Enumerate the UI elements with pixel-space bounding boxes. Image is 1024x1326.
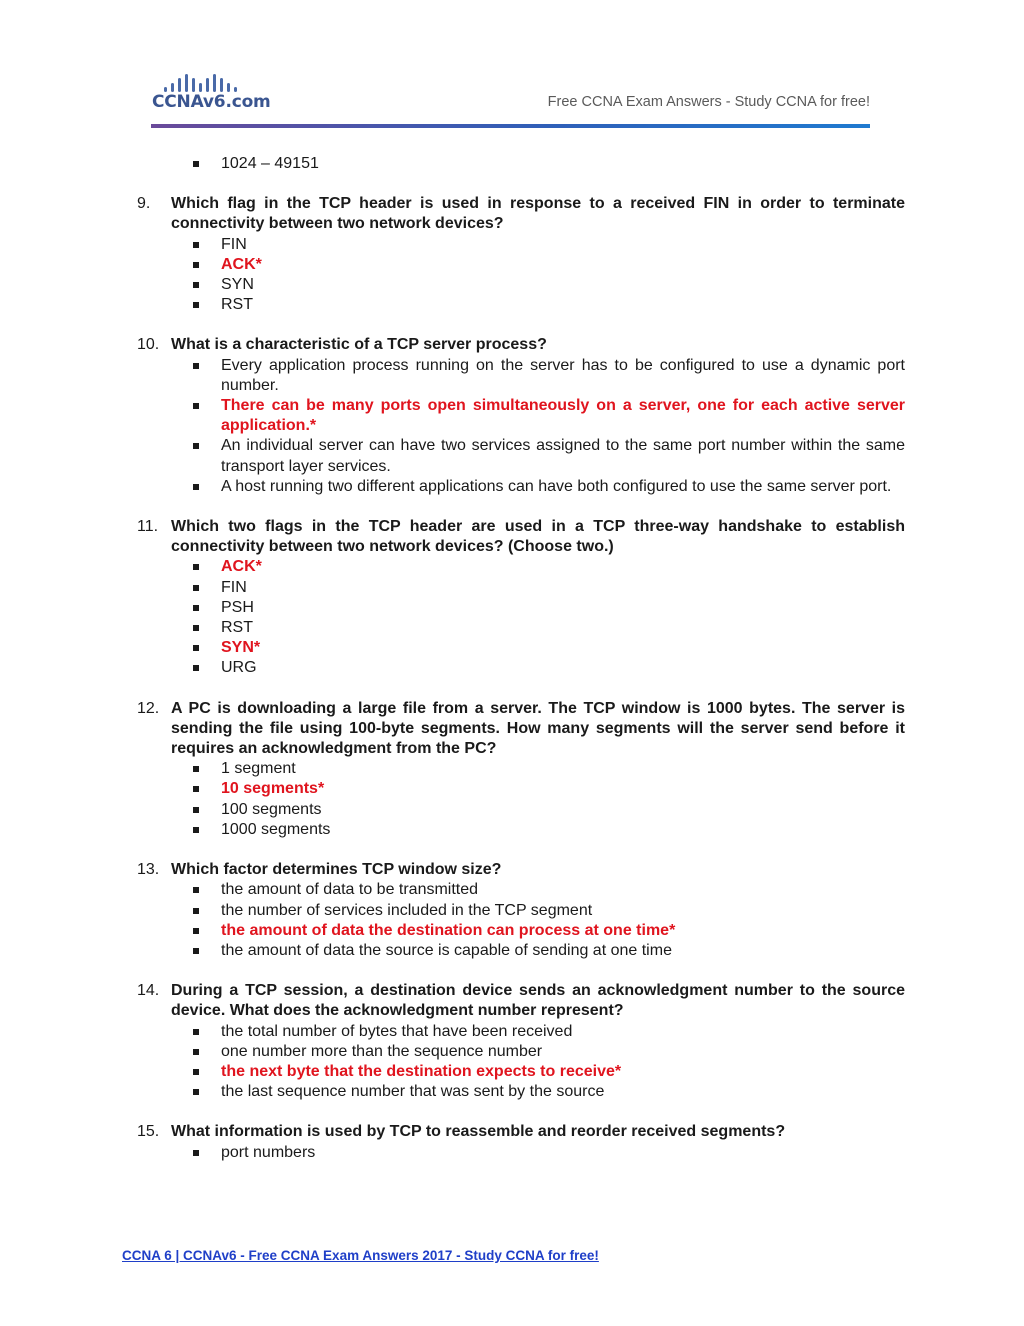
answer-text: FIN: [221, 578, 247, 596]
answer-text: the next byte that the destination expects to receive*: [221, 1062, 622, 1080]
answer-option: [137, 800, 905, 820]
square-bullet-icon: [193, 585, 199, 591]
answer-text: 100 segments: [221, 800, 322, 818]
square-bullet-icon: [193, 625, 199, 631]
answer-text: SYN*: [221, 639, 261, 657]
question-stem: [137, 194, 905, 234]
page-content: [137, 154, 905, 1163]
answer-text: An individual server can have two services assigned to the same port number within the same transport layer services.: [221, 437, 905, 475]
answer-option: [137, 356, 905, 396]
answer-list: [137, 557, 905, 678]
answer-list: [137, 1143, 905, 1163]
question-block: [137, 699, 905, 840]
square-bullet-icon: [193, 887, 199, 893]
answer-text: 10 segments*: [221, 780, 325, 798]
header-divider: [151, 124, 870, 128]
question-block: [137, 335, 905, 497]
square-bullet-icon: [193, 948, 199, 954]
answer-option: [137, 880, 905, 900]
question-text: During a TCP session, a destination device sends an acknowledgment number to the source device. What does the acknowledgment number represent?: [171, 982, 905, 1020]
answer-list: [137, 759, 905, 840]
answer-text: Every application process running on the server has to be configured to use a dynamic port number.: [221, 356, 905, 394]
question-number: 15.: [137, 1123, 160, 1141]
answer-list: [137, 1022, 905, 1103]
answer-option: [137, 275, 905, 295]
question-number: 10.: [137, 336, 160, 354]
answer-text: There can be many ports open simultaneously on a server, one for each active server application.*: [221, 397, 905, 435]
question-text: A PC is downloading a large file from a server. The TCP window is 1000 bytes. The server is sending the file using 100-byte segments. How many segments will the server send before it requires an acknowledgment from the PC?: [171, 699, 905, 758]
square-bullet-icon: [193, 786, 199, 792]
square-bullet-icon: [193, 605, 199, 611]
square-bullet-icon: [193, 1150, 199, 1156]
answer-option: [137, 436, 905, 476]
square-bullet-icon: [193, 807, 199, 813]
answer-option-correct: [137, 779, 905, 799]
question-text: Which factor determines TCP window size?: [171, 861, 502, 879]
question-number: 9.: [137, 195, 151, 213]
answer-text: SYN: [221, 276, 254, 294]
answer-option: [137, 154, 905, 174]
answer-text: 1000 segments: [221, 820, 331, 838]
answer-text: port numbers: [221, 1143, 316, 1161]
answer-option: [137, 759, 905, 779]
answer-option: [137, 901, 905, 921]
square-bullet-icon: [193, 403, 199, 409]
header-tagline: Free CCNA Exam Answers - Study CCNA for free!: [547, 94, 870, 110]
answer-list: [137, 356, 905, 497]
square-bullet-icon: [193, 766, 199, 772]
question-text: What is a characteristic of a TCP server process?: [171, 336, 547, 354]
continuation-answer-list: [137, 154, 905, 174]
square-bullet-icon: [193, 564, 199, 570]
square-bullet-icon: [193, 645, 199, 651]
question-stem: [137, 981, 905, 1021]
question-stem: [137, 860, 905, 880]
square-bullet-icon: [193, 827, 199, 833]
answer-option-correct: [137, 921, 905, 941]
answer-text: the amount of data the source is capable of sending at one time: [221, 941, 672, 959]
answer-text: A host running two different applications can have both configured to use the same server port.: [221, 477, 892, 495]
answer-text: the last sequence number that was sent by the source: [221, 1083, 605, 1101]
answer-option-correct: [137, 638, 905, 658]
square-bullet-icon: [193, 484, 199, 490]
answer-option-correct: [137, 1062, 905, 1082]
question-text: Which two flags in the TCP header are used in a TCP three-way handshake to establish connectivity between two network devices? (Choose two.): [171, 518, 905, 556]
answer-text: the amount of data to be transmitted: [221, 881, 479, 899]
answer-option: [137, 578, 905, 598]
square-bullet-icon: [193, 161, 199, 167]
question-text: Which flag in the TCP header is used in response to a received FIN in order to terminate connectivity between two network devices?: [171, 195, 905, 233]
question-block: [137, 194, 905, 315]
answer-option: [137, 1082, 905, 1102]
answer-option: [137, 1022, 905, 1042]
answer-list: [137, 235, 905, 316]
square-bullet-icon: [193, 665, 199, 671]
square-bullet-icon: [193, 262, 199, 268]
ccnav6-logo[interactable]: [152, 74, 272, 114]
answer-text: one number more than the sequence number: [221, 1042, 543, 1060]
square-bullet-icon: [193, 302, 199, 308]
square-bullet-icon: [193, 1089, 199, 1095]
answer-option: [137, 477, 905, 497]
square-bullet-icon: [193, 282, 199, 288]
answer-option: [137, 598, 905, 618]
answer-option-correct: [137, 557, 905, 577]
answer-text: URG: [221, 659, 257, 677]
answer-text: the total number of bytes that have been received: [221, 1022, 573, 1040]
question-stem: [137, 699, 905, 760]
answer-text: the amount of data the destination can process at one time*: [221, 921, 676, 939]
answer-text: ACK*: [221, 558, 262, 576]
answer-text: 1024 – 49151: [221, 155, 319, 172]
answer-text: FIN: [221, 235, 247, 253]
square-bullet-icon: [193, 1049, 199, 1055]
footer-link[interactable]: CCNA 6 | CCNAv6 - Free CCNA Exam Answers 2017 - Study CCNA for free!: [122, 1248, 599, 1263]
answer-text: RST: [221, 619, 253, 637]
answer-option: [137, 820, 905, 840]
square-bullet-icon: [193, 1029, 199, 1035]
question-text: What information is used by TCP to reassemble and reorder received segments?: [171, 1123, 786, 1141]
question-block: [137, 981, 905, 1102]
question-block: [137, 1122, 905, 1162]
answer-option: [137, 1143, 905, 1163]
signal-bars-icon: [164, 74, 244, 92]
answer-text: 1 segment: [221, 760, 296, 778]
answer-list: [137, 880, 905, 961]
answer-option: [137, 235, 905, 255]
question-number: 13.: [137, 861, 160, 879]
answer-text: ACK*: [221, 255, 262, 273]
logo-text: CCNAv6.com: [152, 92, 271, 112]
question-number: 11.: [137, 518, 159, 536]
question-block: [137, 517, 905, 679]
question-list: [137, 194, 905, 1163]
square-bullet-icon: [193, 363, 199, 369]
question-stem: [137, 1122, 905, 1142]
answer-option: [137, 618, 905, 638]
answer-option: [137, 295, 905, 315]
answer-text: the number of services included in the TCP segment: [221, 901, 593, 919]
question-number: 12.: [137, 699, 160, 717]
answer-option-correct: [137, 255, 905, 275]
square-bullet-icon: [193, 242, 199, 248]
answer-option-correct: [137, 396, 905, 436]
question-number: 14.: [137, 982, 160, 1000]
square-bullet-icon: [193, 1069, 199, 1075]
square-bullet-icon: [193, 908, 199, 914]
question-stem: [137, 335, 905, 355]
question-stem: [137, 517, 905, 557]
answer-option: [137, 941, 905, 961]
square-bullet-icon: [193, 928, 199, 934]
answer-option: [137, 1042, 905, 1062]
page-header: [0, 0, 1024, 130]
square-bullet-icon: [193, 443, 199, 449]
question-block: [137, 860, 905, 961]
answer-option: [137, 658, 905, 678]
answer-text: PSH: [221, 598, 254, 616]
answer-text: RST: [221, 296, 253, 314]
